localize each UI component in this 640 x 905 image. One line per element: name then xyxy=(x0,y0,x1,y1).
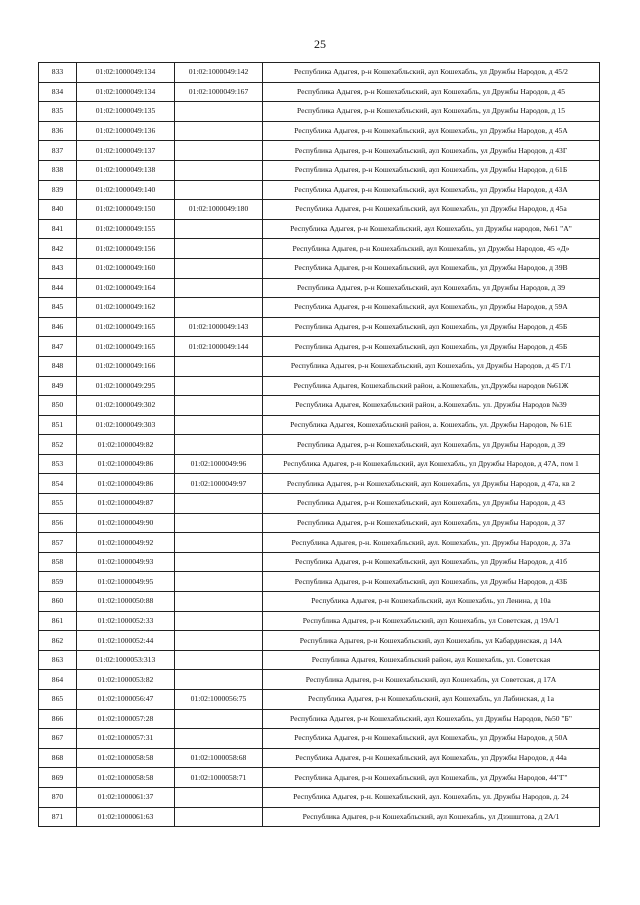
row-number-cell: 838 xyxy=(39,160,77,180)
object-number-cell xyxy=(175,219,263,239)
address-cell: Республика Адыгея, р-н Кошехабльский, аул Кошехабль, ул Дружбы Народов, д 43А xyxy=(263,180,600,200)
cadastral-number-cell: 01:02:1000049:156 xyxy=(77,239,175,259)
address-cell: Республика Адыгея, р-н Кошехабльский, аул Кошехабль, ул Дружбы Народов, д 45Б xyxy=(263,337,600,357)
cadastral-number-cell: 01:02:1000049:140 xyxy=(77,180,175,200)
cadastral-number-cell: 01:02:1000049:150 xyxy=(77,200,175,220)
row-number-cell: 869 xyxy=(39,768,77,788)
table-row xyxy=(39,160,600,180)
object-number-cell xyxy=(175,650,263,670)
address-cell: Республика Адыгея, р-н Кошехабльский, аул Кошехабль, ул Дружбы народов, №61 "А" xyxy=(263,219,600,239)
address-cell: Республика Адыгея, р-н Кошехабльский, аул Кошехабль, ул Дружбы Народов, 44"Г" xyxy=(263,768,600,788)
address-cell: Республика Адыгея, р-н Кошехабльский, аул Кошехабль, ул Дружбы Народов, д 39 xyxy=(263,278,600,298)
table-row xyxy=(39,631,600,651)
address-cell: Республика Адыгея, р-н Кошехабльский, аул Кошехабль, ул Советская, д 19А/1 xyxy=(263,611,600,631)
cadastral-number-cell: 01:02:1000049:165 xyxy=(77,337,175,357)
table-row xyxy=(39,356,600,376)
object-number-cell xyxy=(175,160,263,180)
object-number-cell xyxy=(175,239,263,259)
row-number-cell: 846 xyxy=(39,317,77,337)
object-number-cell: 01:02:1000049:144 xyxy=(175,337,263,357)
table-row xyxy=(39,807,600,827)
object-number-cell xyxy=(175,102,263,122)
address-cell: Республика Адыгея, р-н Кошехабльский, аул Кошехабль, ул Дружбы Народов, д 45А xyxy=(263,121,600,141)
table-row xyxy=(39,572,600,592)
address-cell: Республика Адыгея, р-н Кошехабльский, аул Кошехабль, ул Дружбы Народов, д 39 xyxy=(263,435,600,455)
table-row xyxy=(39,513,600,533)
table-row xyxy=(39,180,600,200)
address-cell: Республика Адыгея, Кошехабльский район, а.Кошехабль, ул.Дружбы народов №61Ж xyxy=(263,376,600,396)
cadastral-number-cell: 01:02:1000052:44 xyxy=(77,631,175,651)
object-number-cell xyxy=(175,258,263,278)
table-row xyxy=(39,317,600,337)
table-row xyxy=(39,63,600,83)
row-number-cell: 850 xyxy=(39,396,77,416)
cadastral-number-cell: 01:02:1000049:86 xyxy=(77,454,175,474)
object-number-cell xyxy=(175,552,263,572)
row-number-cell: 845 xyxy=(39,298,77,318)
table-row xyxy=(39,650,600,670)
object-number-cell xyxy=(175,631,263,651)
cadastral-number-cell: 01:02:1000049:162 xyxy=(77,298,175,318)
address-cell: Республика Адыгея, р-н Кошехабльский, аул Кошехабль, ул Дружбы Народов, д 43Г xyxy=(263,141,600,161)
object-number-cell xyxy=(175,415,263,435)
cadastral-number-cell: 01:02:1000049:90 xyxy=(77,513,175,533)
address-cell: Республика Адыгея, р-н Кошехабльский, аул Кошехабль, ул Кабардинская, д 14А xyxy=(263,631,600,651)
table-row xyxy=(39,258,600,278)
cadastral-number-cell: 01:02:1000057:28 xyxy=(77,709,175,729)
row-number-cell: 857 xyxy=(39,533,77,553)
cadastral-number-cell: 01:02:1000049:138 xyxy=(77,160,175,180)
row-number-cell: 834 xyxy=(39,82,77,102)
row-number-cell: 840 xyxy=(39,200,77,220)
cadastral-number-cell: 01:02:1000049:166 xyxy=(77,356,175,376)
address-cell: Республика Адыгея, р-н Кошехабльский, аул Кошехабль, ул Дружбы Народов, №50 "Б" xyxy=(263,709,600,729)
address-cell: Республика Адыгея, Кошехабльский район, а. Кошехабль, ул. Дружбы Народов, № 61Е xyxy=(263,415,600,435)
object-number-cell xyxy=(175,729,263,749)
object-number-cell: 01:02:1000049:142 xyxy=(175,63,263,83)
row-number-cell: 868 xyxy=(39,748,77,768)
cadastral-number-cell: 01:02:1000049:295 xyxy=(77,376,175,396)
row-number-cell: 836 xyxy=(39,121,77,141)
object-number-cell: 01:02:1000049:143 xyxy=(175,317,263,337)
address-cell: Республика Адыгея, р-н Кошехабльский, аул Кошехабль, ул Дружбы Народов, д 43Б xyxy=(263,572,600,592)
object-number-cell xyxy=(175,807,263,827)
cadastral-number-cell: 01:02:1000049:92 xyxy=(77,533,175,553)
table-row xyxy=(39,768,600,788)
cadastral-number-cell: 01:02:1000049:95 xyxy=(77,572,175,592)
address-cell: Республика Адыгея, р-н Кошехабльский, аул Кошехабль, ул Ленина, д 10а xyxy=(263,592,600,612)
cadastral-number-cell: 01:02:1000058:58 xyxy=(77,768,175,788)
row-number-cell: 867 xyxy=(39,729,77,749)
address-cell: Республика Адыгея, р-н Кошехабльский, аул Кошехабль, ул Лабинская, д 1а xyxy=(263,690,600,710)
cadastral-number-cell: 01:02:1000049:82 xyxy=(77,435,175,455)
object-number-cell: 01:02:1000058:68 xyxy=(175,748,263,768)
cadastral-number-cell: 01:02:1000049:136 xyxy=(77,121,175,141)
row-number-cell: 863 xyxy=(39,650,77,670)
address-cell: Республика Адыгея, р-н Кошехабльский, аул Кошехабль, ул Дружбы Народов, д 41б xyxy=(263,552,600,572)
row-number-cell: 842 xyxy=(39,239,77,259)
cadastral-number-cell: 01:02:1000053:313 xyxy=(77,650,175,670)
address-cell: Республика Адыгея, р-н Кошехабльский, аул Кошехабль, ул Дружбы Народов, д 45 xyxy=(263,82,600,102)
row-number-cell: 870 xyxy=(39,787,77,807)
row-number-cell: 862 xyxy=(39,631,77,651)
row-number-cell: 851 xyxy=(39,415,77,435)
table-row xyxy=(39,239,600,259)
row-number-cell: 860 xyxy=(39,592,77,612)
address-cell: Республика Адыгея, р-н Кошехабльский, аул Кошехабль, ул Дружбы Народов, д 59А xyxy=(263,298,600,318)
object-number-cell xyxy=(175,572,263,592)
table-row xyxy=(39,611,600,631)
address-cell: Республика Адыгея, р-н Кошехабльский, аул Кошехабль, ул Дружбы Народов, д 45 Г/1 xyxy=(263,356,600,376)
row-number-cell: 854 xyxy=(39,474,77,494)
row-number-cell: 858 xyxy=(39,552,77,572)
object-number-cell xyxy=(175,494,263,514)
row-number-cell: 864 xyxy=(39,670,77,690)
address-cell: Республика Адыгея, р-н. Кошехабльский, аул. Кошехабль, ул. Дружбы Народов, д. 24 xyxy=(263,787,600,807)
cadastral-number-cell: 01:02:1000056:47 xyxy=(77,690,175,710)
object-number-cell xyxy=(175,709,263,729)
row-number-cell: 871 xyxy=(39,807,77,827)
row-number-cell: 847 xyxy=(39,337,77,357)
cadastral-number-cell: 01:02:1000049:165 xyxy=(77,317,175,337)
table-row xyxy=(39,219,600,239)
table-row xyxy=(39,690,600,710)
row-number-cell: 859 xyxy=(39,572,77,592)
cadastral-number-cell: 01:02:1000057:31 xyxy=(77,729,175,749)
address-cell: Республика Адыгея, р-н. Кошехабльский, аул. Кошехабль, ул. Дружбы Народов, д. 37а xyxy=(263,533,600,553)
cadastral-number-cell: 01:02:1000049:134 xyxy=(77,82,175,102)
cadastral-number-cell: 01:02:1000049:160 xyxy=(77,258,175,278)
table-row xyxy=(39,396,600,416)
table-row xyxy=(39,670,600,690)
row-number-cell: 852 xyxy=(39,435,77,455)
table-row xyxy=(39,278,600,298)
object-number-cell xyxy=(175,298,263,318)
address-cell: Республика Адыгея, р-н Кошехабльский, аул Кошехабль, ул Дружбы Народов, д 47а, кв 2 xyxy=(263,474,600,494)
table-row xyxy=(39,121,600,141)
table-row xyxy=(39,102,600,122)
table-row xyxy=(39,494,600,514)
address-cell: Республика Адыгея, р-н Кошехабльский, аул Кошехабль, ул Дзэшштова, д 2А/1 xyxy=(263,807,600,827)
row-number-cell: 837 xyxy=(39,141,77,161)
table-row xyxy=(39,454,600,474)
object-number-cell xyxy=(175,376,263,396)
table-row xyxy=(39,729,600,749)
cadastral-number-cell: 01:02:1000049:93 xyxy=(77,552,175,572)
address-cell: Республика Адыгея, р-н Кошехабльский, аул Кошехабль, ул Дружбы Народов, д 15 xyxy=(263,102,600,122)
property-table xyxy=(38,62,600,827)
page-number: 25 xyxy=(314,37,326,51)
row-number-cell: 835 xyxy=(39,102,77,122)
row-number-cell: 855 xyxy=(39,494,77,514)
row-number-cell: 843 xyxy=(39,258,77,278)
table-body xyxy=(39,63,600,827)
cadastral-number-cell: 01:02:1000049:86 xyxy=(77,474,175,494)
cadastral-number-cell: 01:02:1000049:302 xyxy=(77,396,175,416)
table-row xyxy=(39,376,600,396)
row-number-cell: 866 xyxy=(39,709,77,729)
cadastral-number-cell: 01:02:1000061:37 xyxy=(77,787,175,807)
cadastral-number-cell: 01:02:1000049:134 xyxy=(77,63,175,83)
address-cell: Республика Адыгея, р-н Кошехабльский, аул Кошехабль, ул Дружбы Народов, д 39В xyxy=(263,258,600,278)
row-number-cell: 839 xyxy=(39,180,77,200)
address-cell: Республика Адыгея, р-н Кошехабльский, аул Кошехабль, ул Дружбы Народов, д 45а xyxy=(263,200,600,220)
row-number-cell: 865 xyxy=(39,690,77,710)
table-row xyxy=(39,337,600,357)
object-number-cell: 01:02:1000056:75 xyxy=(175,690,263,710)
cadastral-number-cell: 01:02:1000061:63 xyxy=(77,807,175,827)
object-number-cell: 01:02:1000049:96 xyxy=(175,454,263,474)
address-cell: Республика Адыгея, р-н Кошехабльский, аул Кошехабль, ул Дружбы Народов, д 37 xyxy=(263,513,600,533)
address-cell: Республика Адыгея, Кошехабльский район, аул Кошехабль, ул. Советская xyxy=(263,650,600,670)
row-number-cell: 849 xyxy=(39,376,77,396)
object-number-cell: 01:02:1000058:71 xyxy=(175,768,263,788)
table-row xyxy=(39,787,600,807)
cadastral-number-cell: 01:02:1000049:164 xyxy=(77,278,175,298)
object-number-cell xyxy=(175,670,263,690)
cadastral-number-cell: 01:02:1000050:88 xyxy=(77,592,175,612)
row-number-cell: 861 xyxy=(39,611,77,631)
table-row xyxy=(39,141,600,161)
table-row xyxy=(39,415,600,435)
table-row xyxy=(39,82,600,102)
cadastral-number-cell: 01:02:1000053:82 xyxy=(77,670,175,690)
row-number-cell: 844 xyxy=(39,278,77,298)
table-row xyxy=(39,435,600,455)
object-number-cell xyxy=(175,435,263,455)
row-number-cell: 833 xyxy=(39,63,77,83)
cadastral-number-cell: 01:02:1000049:303 xyxy=(77,415,175,435)
object-number-cell xyxy=(175,278,263,298)
object-number-cell xyxy=(175,513,263,533)
object-number-cell xyxy=(175,396,263,416)
address-cell: Республика Адыгея, р-н Кошехабльский, аул Кошехабль, ул Дружбы Народов, д 45/2 xyxy=(263,63,600,83)
object-number-cell xyxy=(175,533,263,553)
cadastral-number-cell: 01:02:1000049:135 xyxy=(77,102,175,122)
address-cell: Республика Адыгея, р-н Кошехабльский, аул Кошехабль, ул Дружбы Народов, д 47А, пом 1 xyxy=(263,454,600,474)
address-cell: Республика Адыгея, р-н Кошехабльский, аул Кошехабль, ул Дружбы Народов, д 50А xyxy=(263,729,600,749)
table-row xyxy=(39,474,600,494)
table-row xyxy=(39,200,600,220)
address-cell: Республика Адыгея, р-н Кошехабльский, аул Кошехабль, ул Советская, д 17А xyxy=(263,670,600,690)
object-number-cell xyxy=(175,356,263,376)
address-cell: Республика Адыгея, р-н Кошехабльский, аул Кошехабль, ул Дружбы Народов, д 45Б xyxy=(263,317,600,337)
table-row xyxy=(39,552,600,572)
object-number-cell xyxy=(175,592,263,612)
object-number-cell xyxy=(175,611,263,631)
table-row xyxy=(39,592,600,612)
row-number-cell: 856 xyxy=(39,513,77,533)
table-row xyxy=(39,533,600,553)
address-cell: Республика Адыгея, р-н Кошехабльский, аул Кошехабль, ул Дружбы Народов, д 61Б xyxy=(263,160,600,180)
address-cell: Республика Адыгея, р-н Кошехабльский, аул Кошехабль, ул Дружбы Народов, 45 «Д» xyxy=(263,239,600,259)
object-number-cell: 01:02:1000049:167 xyxy=(175,82,263,102)
address-cell: Республика Адыгея, Кошехабльский район, а.Кошехабль. ул. Дружбы Народов №39 xyxy=(263,396,600,416)
cadastral-number-cell: 01:02:1000049:155 xyxy=(77,219,175,239)
object-number-cell xyxy=(175,141,263,161)
object-number-cell xyxy=(175,787,263,807)
table-row xyxy=(39,748,600,768)
cadastral-number-cell: 01:02:1000052:33 xyxy=(77,611,175,631)
object-number-cell xyxy=(175,180,263,200)
row-number-cell: 841 xyxy=(39,219,77,239)
table-row xyxy=(39,709,600,729)
cadastral-number-cell: 01:02:1000058:58 xyxy=(77,748,175,768)
address-cell: Республика Адыгея, р-н Кошехабльский, аул Кошехабль, ул Дружбы Народов, д 43 xyxy=(263,494,600,514)
address-cell: Республика Адыгея, р-н Кошехабльский, аул Кошехабль, ул Дружбы Народов, д 44а xyxy=(263,748,600,768)
cadastral-number-cell: 01:02:1000049:87 xyxy=(77,494,175,514)
table-row xyxy=(39,298,600,318)
cadastral-number-cell: 01:02:1000049:137 xyxy=(77,141,175,161)
row-number-cell: 848 xyxy=(39,356,77,376)
object-number-cell: 01:02:1000049:180 xyxy=(175,200,263,220)
object-number-cell: 01:02:1000049:97 xyxy=(175,474,263,494)
object-number-cell xyxy=(175,121,263,141)
row-number-cell: 853 xyxy=(39,454,77,474)
